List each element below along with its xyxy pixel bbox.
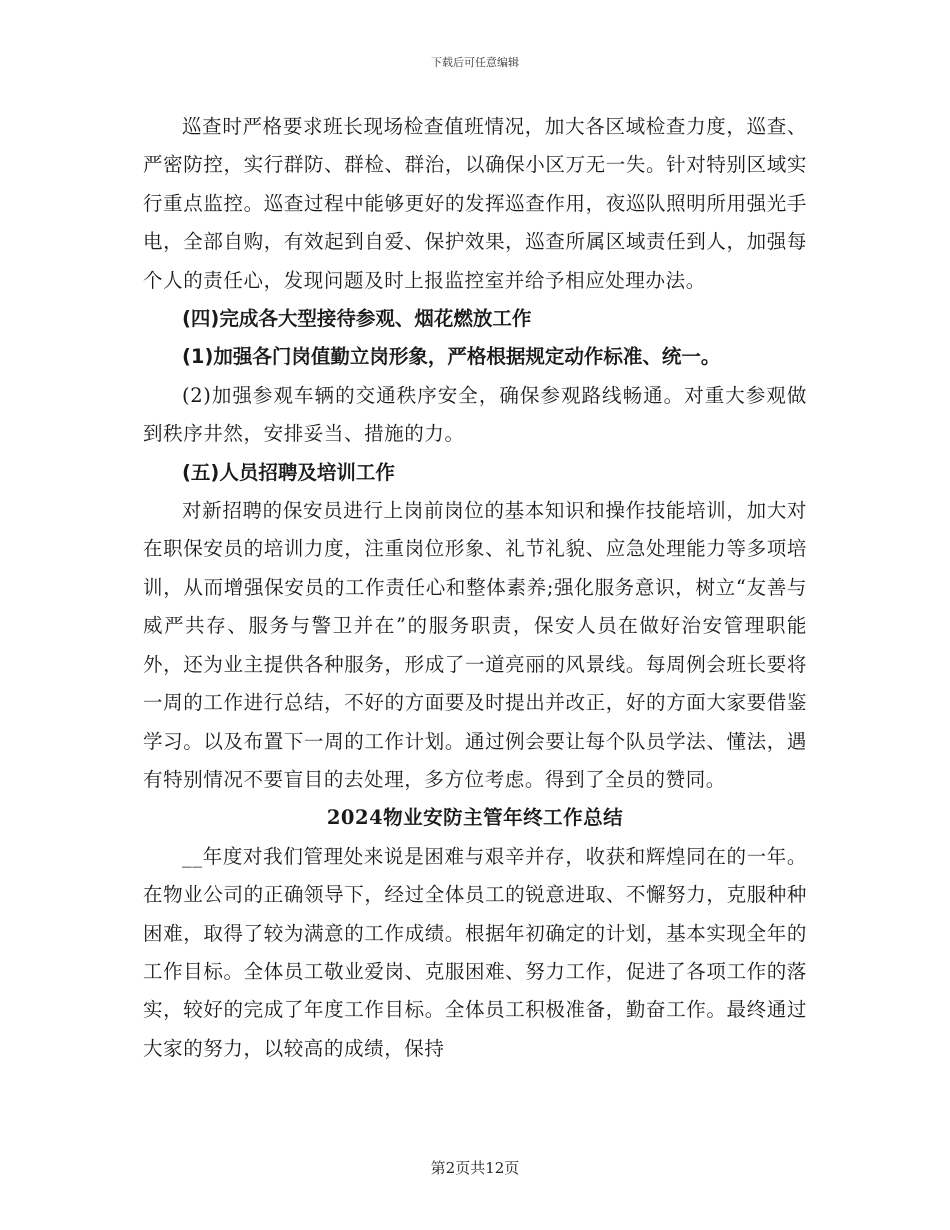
- paragraph-summary: __年度对我们管理处来说是困难与艰辛并存，收获和辉煌同在的一年。在物业公司的正确领导下，经过全体员工的锐意进取、不懈努力，克服种种困难，取得了较为满意的工作成绩。根据年初确定的计划，基本实现全年的工作目标。全体员工敬业爱岗、克服困难、努力工作，促进了各项工作的落实，较好的完成了年度工作目标。全体员工积极准备，勤奋工作。最终通过大家的努力，以较高的成绩，保持: [143, 844, 807, 1060]
- subheading-4-1: (1)加强各门岗值勤立岗形象，严格根据规定动作标准、统一。: [182, 345, 721, 369]
- section-heading-4: (四)完成各大型接待参观、烟花燃放工作: [182, 307, 532, 331]
- page-header: 下载后可任意编辑: [431, 56, 519, 69]
- document-title: 2024物业安防主管年终工作总结: [326, 806, 624, 830]
- page-footer: 第2页共12页: [430, 1159, 520, 1177]
- paragraph-training: 对新招聘的保安员进行上岗前岗位的基本知识和操作技能培训，加大对在职保安员的培训力度，注重岗位形象、礼节礼貌、应急处理能力等多项培训，从而增强保安员的工作责任心和整体素养;强化服务意识，树立“友善与威严共存、服务与警卫并在”的服务职责，保安人员在做好治安管理职能外，还为业主提供各种服务，形成了一道亮丽的风景线。每周例会班长要将一周的工作进行总结，不好的方面要及时提出并改正，好的方面大家要借鉴学习。以及布置下一周的工作计划。通过例会要让每个队员学法、懂法，遇有特别情况不要盲目的去处理，多方位考虑。得到了全员的赞同。: [143, 499, 807, 791]
- paragraph-patrol: 巡查时严格要求班长现场检查值班情况，加大各区域检查力度，巡查、严密防控，实行群防、群检、群治，以确保小区万无一失。针对特别区域实行重点监控。巡查过程中能够更好的发挥巡查作用，夜巡队照明所用强光手电，全部自购，有效起到自爱、保护效果，巡查所属区域责任到人，加强每个人的责任心，发现问题及时上报监控室并给予相应处理办法。: [143, 115, 807, 292]
- section-heading-5: (五)人员招聘及培训工作: [182, 460, 395, 484]
- document-body: [143, 108, 807, 1068]
- paragraph-traffic: (2)加强参观车辆的交通秩序安全，确保参观路线畅通。对重大参观做到秩序井然，安排妥当、措施的力。: [143, 383, 807, 446]
